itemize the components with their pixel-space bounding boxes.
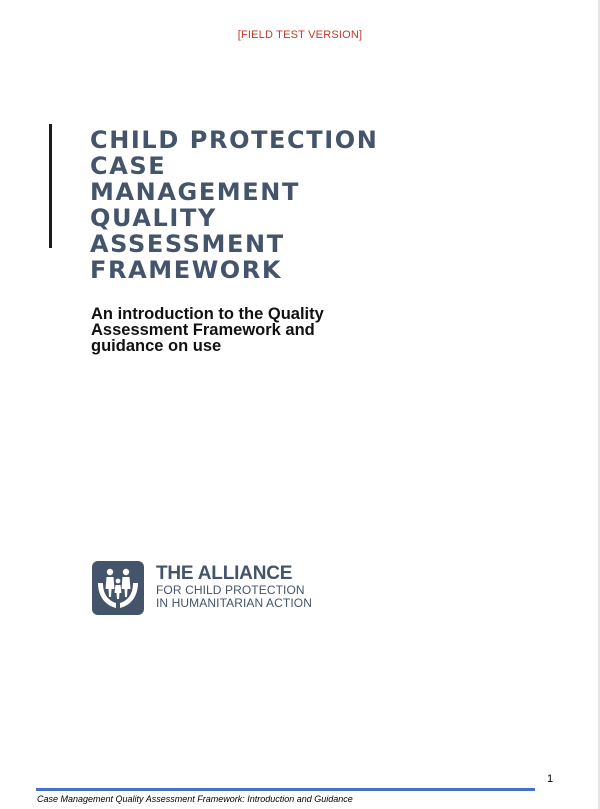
- title-line: ASSESSMENT: [90, 230, 285, 258]
- subtitle-line: guidance on use: [91, 337, 222, 355]
- footer-text: Case Management Quality Assessment Framework: Introduction and Guidance: [37, 794, 353, 804]
- title-line: QUALITY: [90, 204, 217, 232]
- family-hands-logo-icon: [92, 561, 144, 615]
- subtitle-line: Assessment Framework and: [91, 321, 315, 339]
- alliance-logo: [92, 561, 352, 617]
- title-line: MANAGEMENT: [90, 178, 300, 206]
- document-title: [90, 127, 450, 283]
- page-number: 1: [547, 773, 554, 785]
- title-line: CHILD PROTECTION: [90, 126, 379, 154]
- title-line: CASE: [90, 152, 167, 180]
- logo-name: THE ALLIANCE: [156, 563, 293, 584]
- document-subtitle: [91, 306, 471, 354]
- title-accent-bar: [49, 124, 52, 248]
- footer-rule: [36, 788, 535, 791]
- subtitle-line: An introduction to the Quality: [91, 305, 324, 323]
- field-test-label: [FIELD TEST VERSION]: [237, 29, 363, 41]
- document-subtitle-clip: [91, 305, 471, 355]
- title-line: FRAMEWORK: [90, 256, 283, 284]
- logo-subline: IN HUMANITARIAN ACTION: [156, 596, 312, 610]
- logo-text: [156, 564, 312, 610]
- logo-subline: FOR CHILD PROTECTION: [156, 583, 305, 597]
